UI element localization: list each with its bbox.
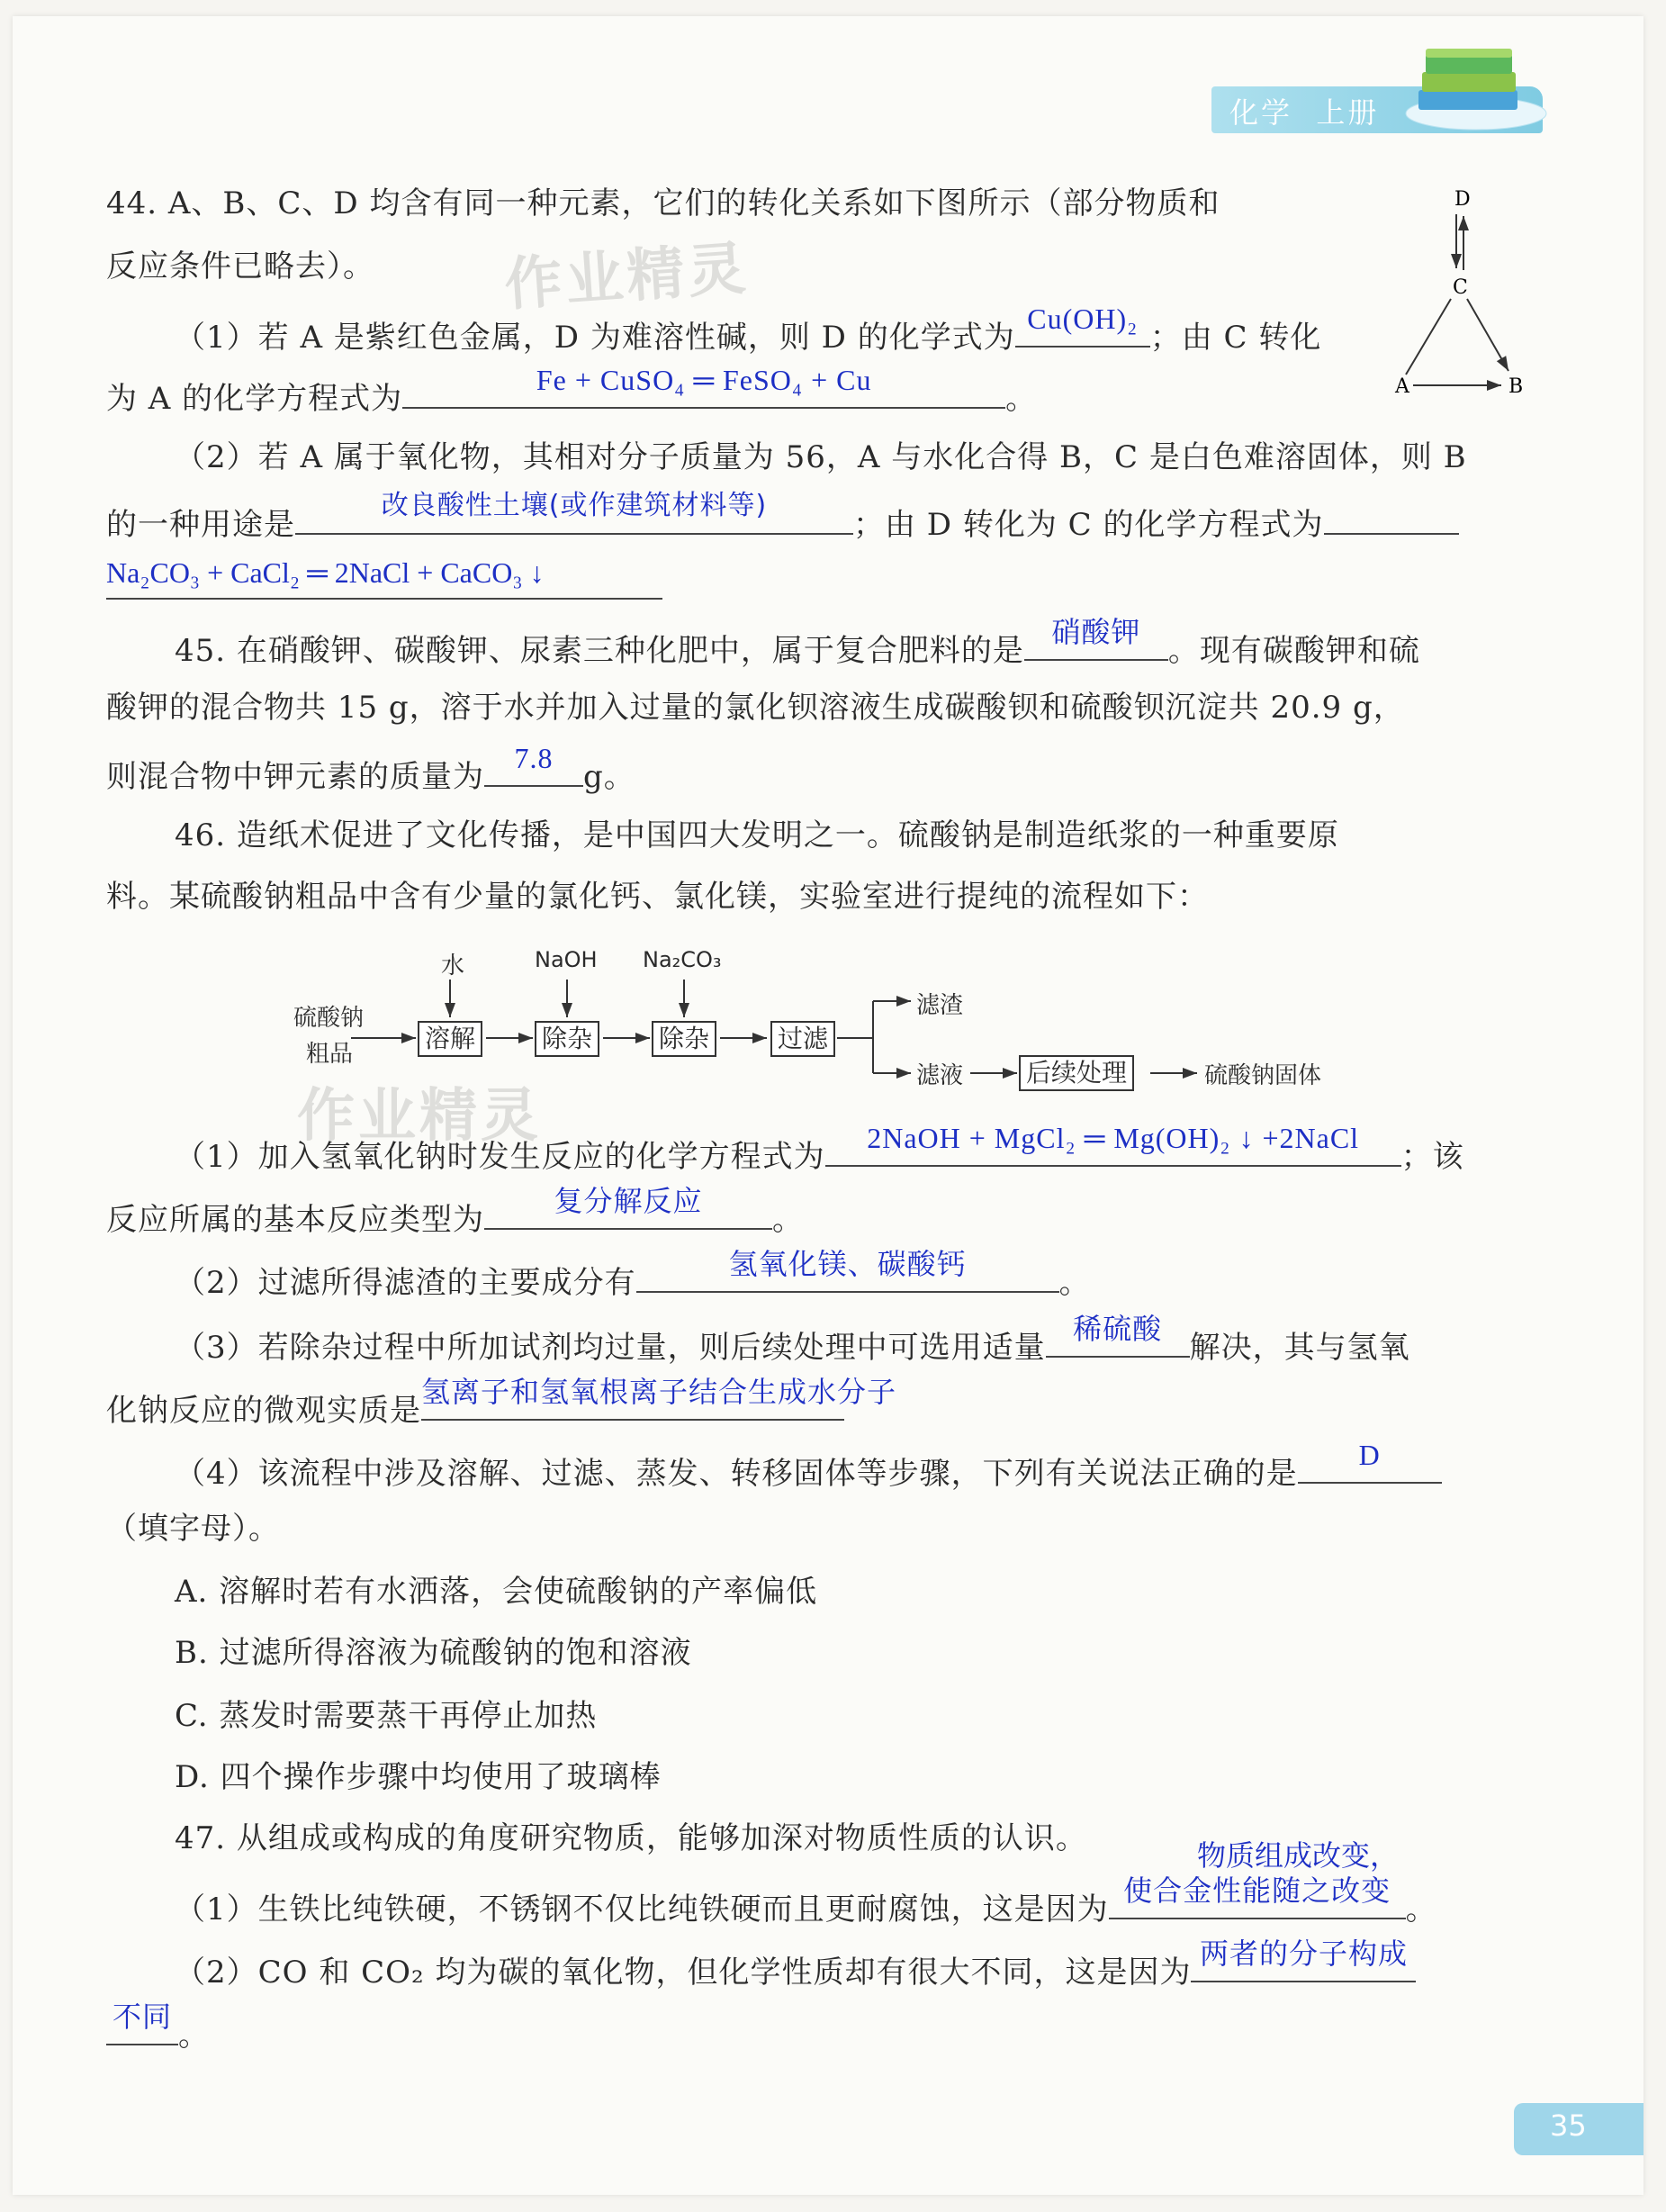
diagram-node-c: C bbox=[1453, 276, 1468, 299]
q46-p3c-text: 化钠反应的微观实质是 bbox=[106, 1393, 421, 1429]
punct: 。 bbox=[178, 2018, 210, 2054]
q44-p2c-text: ；由 D 转化为 C 的化学方程式为 bbox=[853, 507, 1324, 543]
q44-part1-line2 bbox=[106, 364, 1038, 420]
q44-p2d-answer: Na₂CO₃ + CaCl₂ ═ 2NaCl + CaCO₃ ↓ bbox=[106, 556, 545, 589]
q44-p1-tail: ；由 C 转化 bbox=[1149, 320, 1322, 356]
q46-part3-line1 bbox=[175, 1312, 1410, 1369]
q46-p4-text: （4）该流程中涉及溶解、过滤、蒸发、转移固体等步骤，下列有关说法正确的是 bbox=[175, 1456, 1298, 1492]
q44-part1-line1 bbox=[175, 302, 1322, 359]
punct: 。 bbox=[1058, 1265, 1091, 1301]
answer-text: 氢离子和氢氧根离子结合生成水分子 bbox=[421, 1375, 897, 1409]
volume-label: 上册 bbox=[1316, 95, 1380, 130]
answer-text: 两者的分子构成 bbox=[1199, 1937, 1408, 1971]
answer-text: D bbox=[1358, 1439, 1381, 1471]
q46-line1: 46. 造纸术促进了文化传播，是中国四大发明之一。硫酸钠是制造纸浆的一种重要原 bbox=[175, 817, 1339, 853]
answer-blank bbox=[1191, 1937, 1416, 1982]
q46-part4-line1 bbox=[175, 1439, 1442, 1495]
flow-reagent-na2co3: Na₂CO₃ bbox=[643, 947, 722, 972]
q45-line3 bbox=[106, 742, 635, 799]
q45-l1-text: 45. 在硝酸钾、碳酸钾、尿素三种化肥中，属于复合肥料的是 bbox=[175, 633, 1024, 669]
answer-blank bbox=[484, 742, 583, 787]
punct: 。 bbox=[1005, 381, 1038, 417]
answer-text: 改良酸性土壤(或作建筑材料等) bbox=[381, 490, 768, 521]
flow-start-label: 粗品 bbox=[306, 1041, 354, 1068]
flow-start-label: 硫酸钠 bbox=[293, 1005, 365, 1032]
q45-l3-text: 则混合物中钾元素的质量为 bbox=[106, 759, 484, 795]
q44-stem-line1: 44. A、B、C、D 均含有同一种元素，它们的转化关系如下图所示（部分物质和 bbox=[106, 185, 1220, 221]
flow-step-dissolve: 溶解 bbox=[418, 1021, 482, 1057]
page-number: 35 bbox=[1550, 2108, 1587, 2143]
answer-underline bbox=[106, 598, 662, 600]
answer-text: Fe + CuSO₄ ═ FeSO₄ + Cu bbox=[536, 364, 872, 396]
answer-blank bbox=[484, 1184, 772, 1230]
q45-l3-tail: g。 bbox=[583, 759, 635, 795]
q47-handwritten-note: 物质组成改变， bbox=[1197, 1838, 1400, 1873]
answer-text: 稀硫酸 bbox=[1073, 1312, 1163, 1346]
answer-text: 硝酸钾 bbox=[1051, 615, 1141, 649]
flow-filtrate: 滤液 bbox=[916, 1062, 964, 1089]
q44-transform-diagram bbox=[1386, 187, 1530, 403]
answer-text: Cu(OH)₂ bbox=[1027, 302, 1139, 335]
q47-p2-text: （2）CO 和 CO₂ 均为碳的氧化物，但化学性质却有很大不同，这是因为 bbox=[175, 1955, 1192, 1991]
q44-part2-line1: （2）若 A 属于氧化物，其相对分子质量为 56，A 与水化合得 B，C 是白色难溶固体，则 B bbox=[175, 439, 1467, 475]
answer-text: 复分解反应 bbox=[554, 1184, 703, 1218]
q46-option-b: B. 过滤所得溶液为硫酸钠的饱和溶液 bbox=[175, 1635, 692, 1671]
diagram-node-a: A bbox=[1395, 375, 1409, 398]
flow-reagent-naoh: NaOH bbox=[535, 947, 598, 972]
flow-step-remove: 除杂 bbox=[535, 1021, 599, 1057]
q46-p3-tail: 解决，其与氢氧 bbox=[1189, 1330, 1410, 1366]
answer-text: 不同 bbox=[112, 2000, 172, 2034]
answer-blank bbox=[1015, 302, 1150, 348]
answer-text: 氢氧化镁、碳酸钙 bbox=[728, 1247, 967, 1281]
answer-blank bbox=[825, 1122, 1401, 1167]
answer-blank bbox=[421, 1375, 897, 1421]
flow-step-filter: 过滤 bbox=[770, 1021, 835, 1057]
q46-p1-tail: ；该 bbox=[1400, 1139, 1464, 1175]
q46-part4-line2: （填字母）。 bbox=[106, 1511, 280, 1547]
q45-l1-tail: 。现有碳酸钾和硫 bbox=[1167, 633, 1420, 669]
q46-p3-text: （3）若除杂过程中所加试剂均过量，则后续处理中可选用适量 bbox=[175, 1330, 1046, 1366]
q44-part2-line2 bbox=[106, 490, 1459, 546]
watermark: 作业精灵 bbox=[297, 1083, 542, 1150]
answer-blank bbox=[295, 490, 853, 535]
q44-p1-text: （1）若 A 是紫红色金属，D 为难溶性碱，则 D 的化学式为 bbox=[175, 320, 1015, 356]
answer-blank bbox=[1024, 615, 1168, 661]
answer-blank bbox=[1046, 1312, 1190, 1358]
q45-line2: 酸钾的混合物共 15 g，溶于水并加入过量的氯化钡溶液生成碳酸钡和硫酸钡沉淀共 20.9 g， bbox=[106, 690, 1405, 726]
answer-text: 7.8 bbox=[514, 742, 554, 774]
punct: 。 bbox=[772, 1202, 804, 1238]
flow-product: 硫酸钠固体 bbox=[1204, 1062, 1322, 1089]
q46-part2 bbox=[175, 1247, 1091, 1305]
diagram-node-d: D bbox=[1454, 188, 1471, 211]
q46-p2-text: （2）过滤所得滤渣的主要成分有 bbox=[175, 1265, 636, 1301]
q47-part2-line1 bbox=[175, 1937, 1416, 1994]
q47-part1 bbox=[175, 1873, 1437, 1931]
flow-step-post-process: 后续处理 bbox=[1019, 1055, 1134, 1091]
punct: 。 bbox=[1405, 1891, 1437, 1928]
answer-blank bbox=[106, 2000, 178, 2045]
header-title bbox=[1229, 90, 1379, 131]
diagram-node-b: B bbox=[1508, 375, 1524, 398]
answer-blank bbox=[1324, 497, 1459, 535]
watermark: 作业精灵 bbox=[502, 235, 752, 320]
q44-p1c-text: 为 A 的化学方程式为 bbox=[106, 381, 403, 417]
q44-p2b-text: 的一种用途是 bbox=[106, 507, 295, 543]
flow-step-remove: 除杂 bbox=[652, 1021, 716, 1057]
subject-label: 化学 bbox=[1229, 95, 1293, 130]
answer-blank bbox=[636, 1247, 1059, 1293]
q47-part2-line2 bbox=[106, 2000, 210, 2057]
q46-p1c-text: 反应所属的基本反应类型为 bbox=[106, 1202, 484, 1238]
q46-p1-text: （1）加入氢氧化钠时发生反应的化学方程式为 bbox=[175, 1139, 825, 1175]
answer-blank bbox=[1109, 1873, 1406, 1919]
q46-option-d: D. 四个操作步骤中均使用了玻璃棒 bbox=[175, 1759, 662, 1795]
answer-blank bbox=[402, 364, 1005, 409]
q46-option-a: A. 溶解时若有水洒落，会使硫酸钠的产率偏低 bbox=[175, 1574, 818, 1610]
answer-text: 2NaOH + MgCl₂ ═ Mg(OH)₂ ↓ +2NaCl bbox=[867, 1122, 1360, 1154]
q47-p1-text: （1）生铁比纯铁硬，不锈钢不仅比纯铁硬而且更耐腐蚀，这是因为 bbox=[175, 1891, 1109, 1928]
q45-line1 bbox=[175, 615, 1420, 673]
flow-residue: 滤渣 bbox=[916, 992, 964, 1019]
q46-option-c: C. 蒸发时需要蒸干再停止加热 bbox=[175, 1698, 598, 1734]
q47-line1: 47. 从组成或构成的角度研究物质，能够加深对物质性质的认识。 bbox=[175, 1820, 1087, 1856]
flow-reagent-water: 水 bbox=[441, 953, 465, 980]
books-icon bbox=[1386, 36, 1548, 135]
q46-part3-line2 bbox=[106, 1375, 897, 1432]
q46-line2: 料。某硫酸钠粗品中含有少量的氯化钙、氯化镁，实验室进行提纯的流程如下： bbox=[106, 879, 1209, 915]
answer-text: 使合金性能随之改变 bbox=[1123, 1873, 1391, 1908]
q46-part1-line2 bbox=[106, 1184, 804, 1241]
answer-blank bbox=[1298, 1439, 1442, 1484]
q44-stem-line2: 反应条件已略去）。 bbox=[106, 248, 374, 284]
q46-part1-line1 bbox=[175, 1122, 1464, 1178]
